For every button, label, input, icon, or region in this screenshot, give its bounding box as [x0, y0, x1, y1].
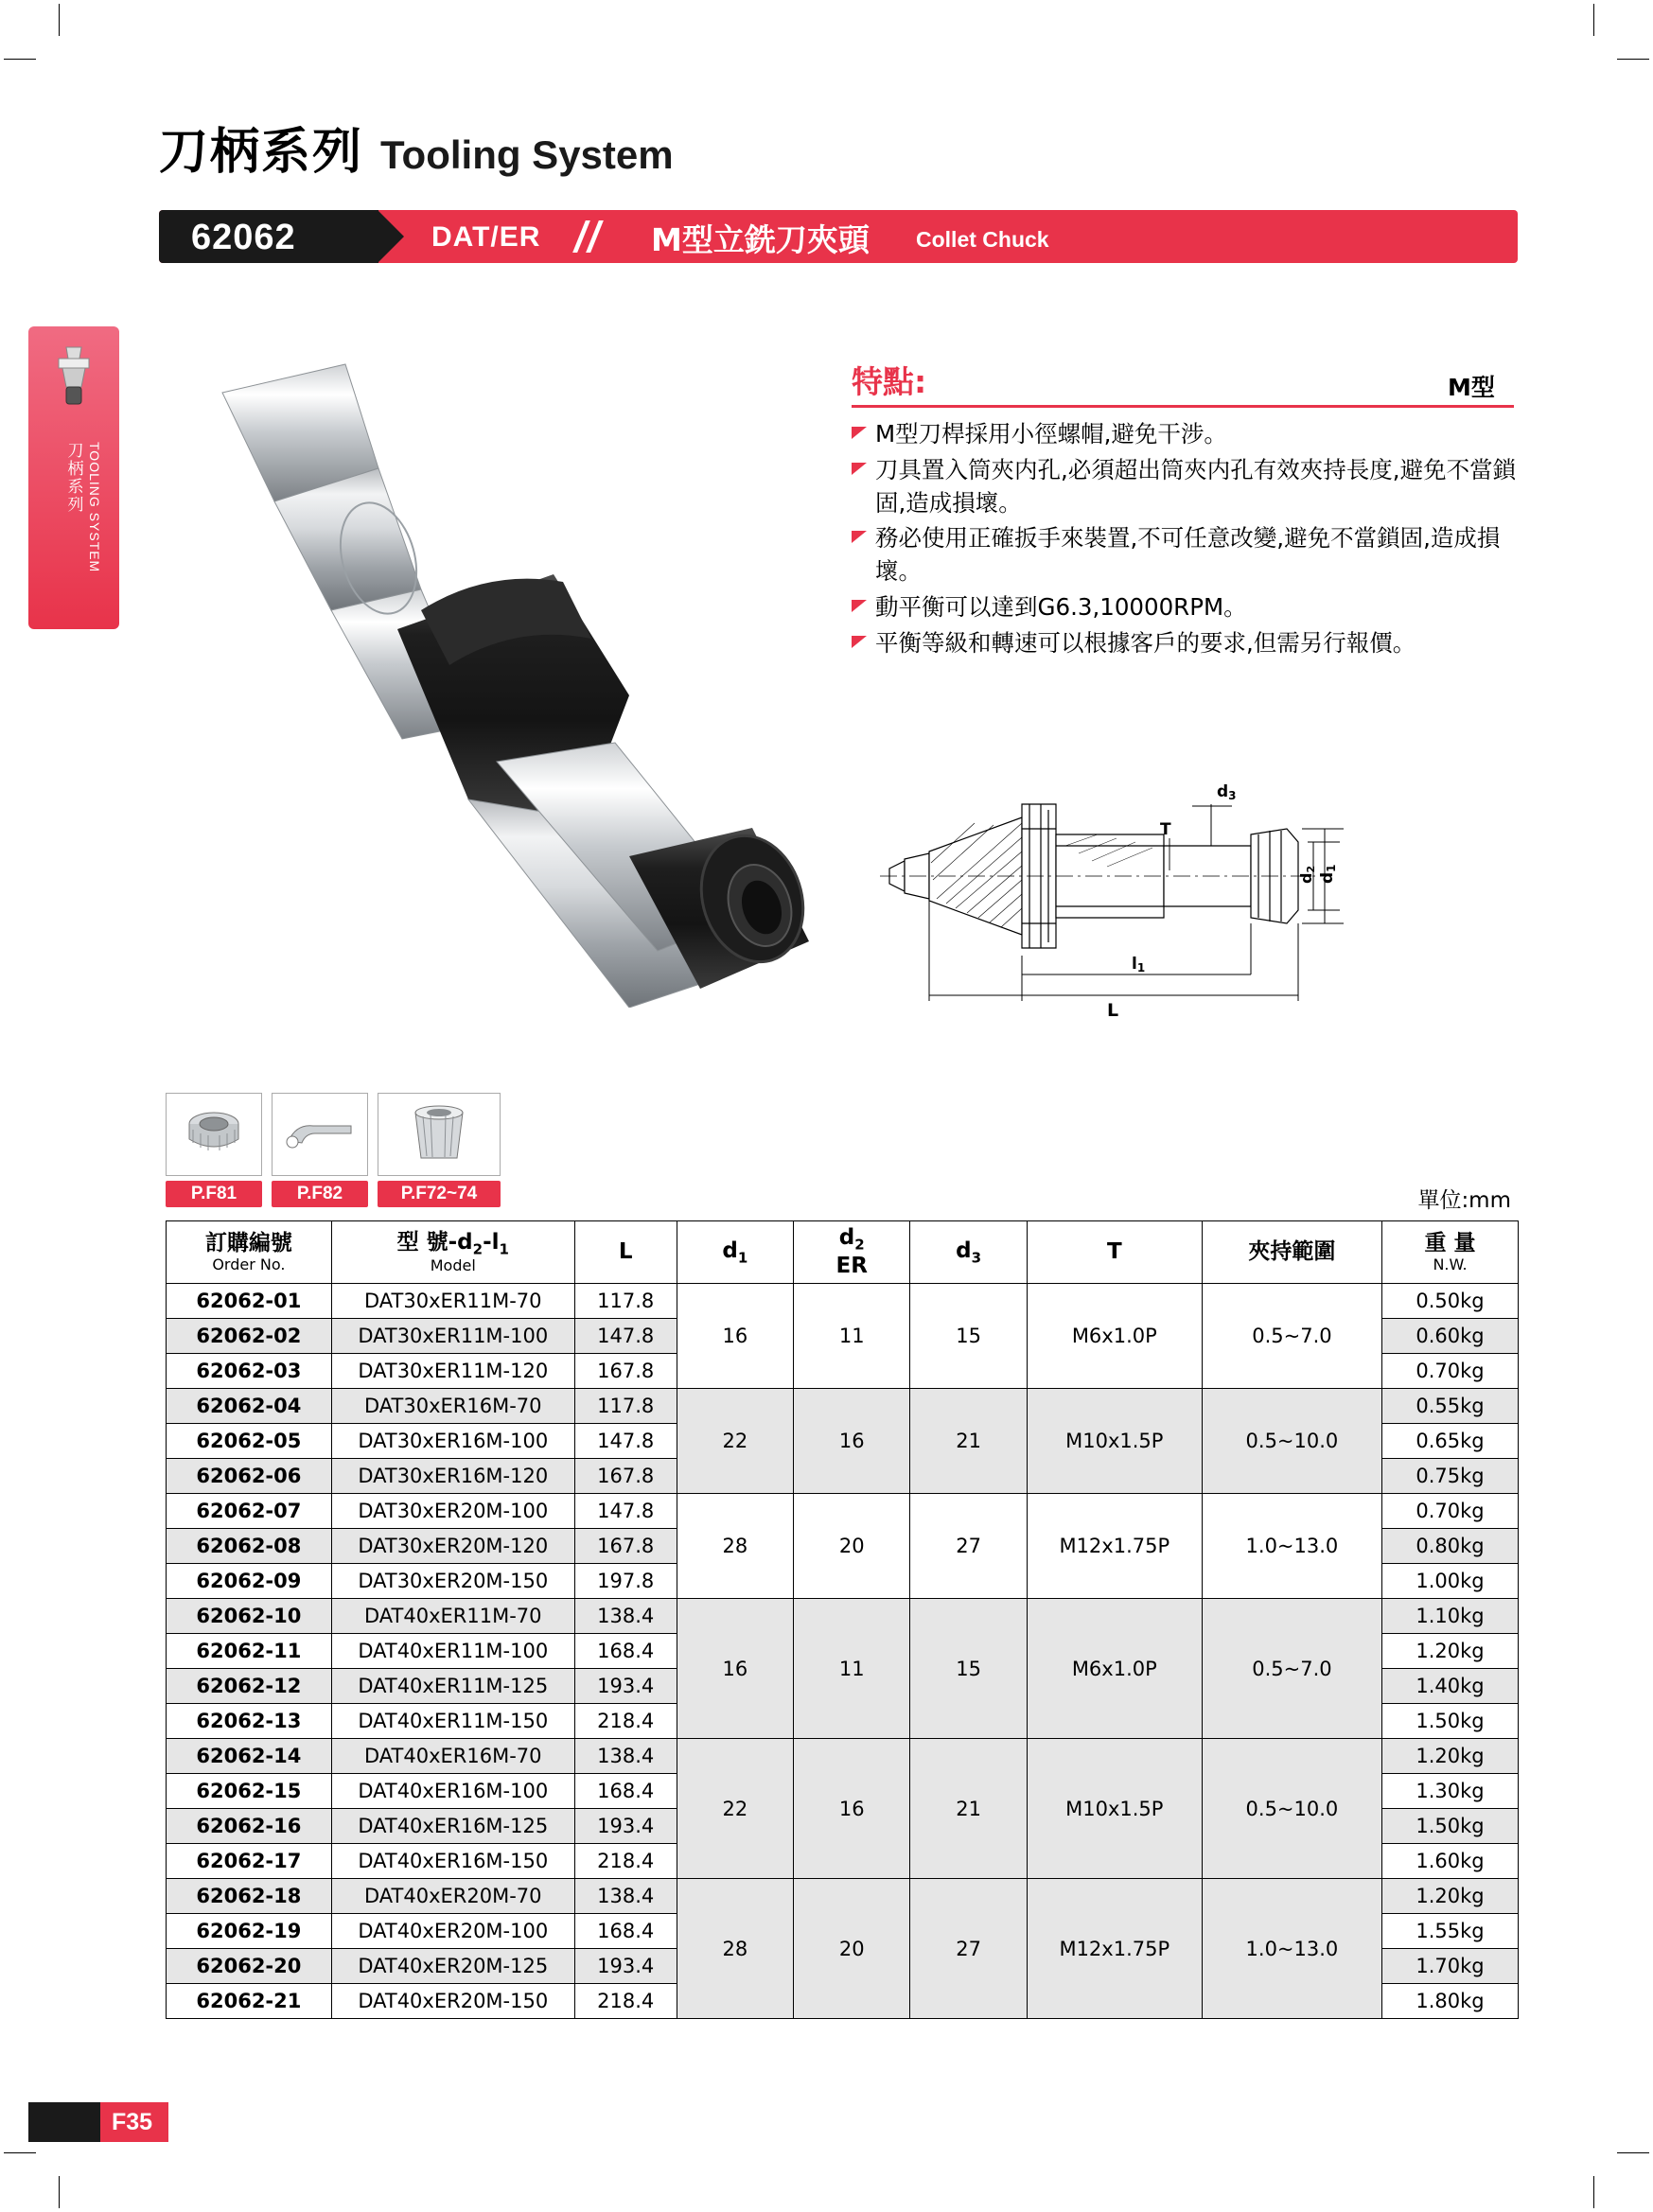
dim-label-L: L — [1107, 1000, 1119, 1021]
cell-order-no: 62062-03 — [167, 1354, 332, 1389]
cell-thread: M12x1.75P — [1027, 1879, 1202, 2019]
product-photo — [185, 326, 837, 1008]
cell-length: 167.8 — [574, 1459, 677, 1494]
feature-item — [852, 627, 1523, 660]
accessory-tag[interactable]: P.F81 — [166, 1181, 262, 1207]
cell-order-no: 62062-08 — [167, 1529, 332, 1564]
cell-clamp-range: 1.0~13.0 — [1202, 1494, 1381, 1599]
cell-d3: 15 — [910, 1284, 1027, 1389]
cell-weight: 1.10kg — [1382, 1599, 1519, 1634]
chevron-right-icon — [575, 216, 617, 257]
side-tab-label-en: TOOLING SYSTEM — [87, 442, 102, 573]
accessory-nut-box — [166, 1093, 262, 1176]
cell-weight: 0.70kg — [1382, 1494, 1519, 1529]
cell-thread: M12x1.75P — [1027, 1494, 1202, 1599]
cell-order-no: 62062-09 — [167, 1564, 332, 1599]
cell-clamp-range: 0.5~7.0 — [1202, 1284, 1381, 1389]
feature-text: 務必使用正確扳手來裝置,不可任意改變,避免不當鎖固,造成損壞。 — [875, 524, 1501, 586]
cell-d3: 21 — [910, 1739, 1027, 1879]
cell-d3: 27 — [910, 1879, 1027, 2019]
cell-thread: M10x1.5P — [1027, 1739, 1202, 1879]
technical-drawing — [880, 747, 1486, 1031]
cell-d3: 27 — [910, 1494, 1027, 1599]
cell-length: 138.4 — [574, 1599, 677, 1634]
product-name-cn: M型立銑刀夾頭 — [651, 221, 870, 258]
accessory-tag[interactable]: P.F82 — [272, 1181, 368, 1207]
cell-order-no: 62062-04 — [167, 1389, 332, 1424]
cell-length: 147.8 — [574, 1494, 677, 1529]
cell-order-no: 62062-13 — [167, 1704, 332, 1739]
cell-weight: 1.50kg — [1382, 1809, 1519, 1844]
cell-model: DAT30xER20M-120 — [331, 1529, 574, 1564]
crop-mark — [1593, 2176, 1594, 2208]
unit-note: 單位:mm — [1417, 1188, 1511, 1213]
product-code: 62062 — [191, 218, 296, 257]
cell-model: DAT40xER16M-125 — [331, 1809, 574, 1844]
cell-d3: 15 — [910, 1599, 1027, 1739]
cell-length: 193.4 — [574, 1669, 677, 1704]
cell-order-no: 62062-02 — [167, 1319, 332, 1354]
footer-black-block — [28, 2102, 100, 2142]
cell-order-no: 62062-01 — [167, 1284, 332, 1319]
cell-model: DAT40xER11M-70 — [331, 1599, 574, 1634]
col-model: 型 號$-d_2-l_1$ Model — [331, 1221, 574, 1284]
cell-clamp-range: 0.5~10.0 — [1202, 1739, 1381, 1879]
cell-length: 168.4 — [574, 1774, 677, 1809]
cell-d2: 16 — [794, 1389, 910, 1494]
col-L: L — [574, 1221, 677, 1284]
col-d1: $d_1$ — [677, 1221, 793, 1284]
table-row — [167, 1879, 1519, 1914]
side-tab — [28, 326, 119, 629]
cell-length: 193.4 — [574, 1809, 677, 1844]
dim-label-d2: d2 — [1297, 865, 1317, 884]
bullet-arrow-icon — [852, 600, 867, 612]
cell-length: 168.4 — [574, 1634, 677, 1669]
cell-order-no: 62062-16 — [167, 1809, 332, 1844]
cell-length: 147.8 — [574, 1319, 677, 1354]
feature-text: 刀具置入筒夾内孔,必須超出筒夾内孔有效夾持長度,避免不當鎖固,造成損壞。 — [875, 455, 1517, 517]
cell-model: DAT30xER11M-120 — [331, 1354, 574, 1389]
cell-weight: 1.55kg — [1382, 1914, 1519, 1949]
cell-order-no: 62062-18 — [167, 1879, 332, 1914]
cell-length: 117.8 — [574, 1284, 677, 1319]
tool-holder-icon — [45, 343, 102, 412]
cell-length: 167.8 — [574, 1354, 677, 1389]
col-clamp-range: 夾持範圍 — [1202, 1221, 1381, 1284]
cell-model: DAT40xER11M-100 — [331, 1634, 574, 1669]
cell-order-no: 62062-19 — [167, 1914, 332, 1949]
cell-weight: 0.75kg — [1382, 1459, 1519, 1494]
bullet-arrow-icon — [852, 531, 867, 543]
cell-model: DAT40xER11M-150 — [331, 1704, 574, 1739]
cell-weight: 1.30kg — [1382, 1774, 1519, 1809]
cell-thread: M10x1.5P — [1027, 1389, 1202, 1494]
cell-weight: 0.70kg — [1382, 1354, 1519, 1389]
accessory-tag[interactable]: P.F72~74 — [378, 1181, 501, 1207]
cell-weight: 0.80kg — [1382, 1529, 1519, 1564]
cell-d3: 21 — [910, 1389, 1027, 1494]
accessory-collet-box — [378, 1093, 501, 1176]
cell-d1: 16 — [677, 1599, 793, 1739]
page-title-en: Tooling System — [380, 132, 674, 177]
cell-length: 117.8 — [574, 1389, 677, 1424]
cell-d2: 16 — [794, 1739, 910, 1879]
page-footer — [28, 2102, 168, 2142]
cell-weight: 1.70kg — [1382, 1949, 1519, 1984]
cell-d2: 20 — [794, 1879, 910, 2019]
cell-weight: 1.60kg — [1382, 1844, 1519, 1879]
cell-length: 167.8 — [574, 1529, 677, 1564]
cell-d1: 16 — [677, 1284, 793, 1389]
cell-order-no: 62062-06 — [167, 1459, 332, 1494]
table-header-row — [167, 1221, 1519, 1284]
page-title — [159, 112, 674, 183]
cell-weight: 0.60kg — [1382, 1319, 1519, 1354]
crop-mark — [4, 59, 36, 60]
cell-length: 218.4 — [574, 1704, 677, 1739]
cell-length: 193.4 — [574, 1949, 677, 1984]
product-name-en: Collet Chuck — [916, 227, 1049, 252]
accessory-wrench-box — [272, 1093, 368, 1176]
cell-weight: 0.65kg — [1382, 1424, 1519, 1459]
feature-item — [852, 418, 1523, 451]
nut-icon — [180, 1105, 248, 1164]
cell-clamp-range: 0.5~7.0 — [1202, 1599, 1381, 1739]
cell-clamp-range: 1.0~13.0 — [1202, 1879, 1381, 2019]
page-title-cn: 刀柄系列 — [159, 124, 364, 181]
cell-model: DAT40xER16M-70 — [331, 1739, 574, 1774]
cell-length: 218.4 — [574, 1984, 677, 2019]
cell-order-no: 62062-10 — [167, 1599, 332, 1634]
feature-text: 動平衡可以達到G6.3,10000RPM。 — [875, 592, 1247, 621]
cell-thread: M6x1.0P — [1027, 1284, 1202, 1389]
col-d3: $d_3$ — [910, 1221, 1027, 1284]
cell-weight: 1.20kg — [1382, 1739, 1519, 1774]
table-row — [167, 1284, 1519, 1319]
cell-order-no: 62062-14 — [167, 1739, 332, 1774]
features-list — [852, 418, 1523, 662]
cell-order-no: 62062-11 — [167, 1634, 332, 1669]
crop-mark — [59, 4, 60, 36]
cell-d2: 11 — [794, 1284, 910, 1389]
table-row — [167, 1389, 1519, 1424]
cell-model: DAT30xER16M-70 — [331, 1389, 574, 1424]
cell-length: 168.4 — [574, 1914, 677, 1949]
cell-model: DAT40xER20M-150 — [331, 1984, 574, 2019]
cell-weight: 1.50kg — [1382, 1704, 1519, 1739]
accessory-tags — [166, 1181, 501, 1207]
cell-order-no: 62062-17 — [167, 1844, 332, 1879]
table-row — [167, 1599, 1519, 1634]
features-divider — [852, 405, 1514, 408]
cell-model: DAT40xER20M-125 — [331, 1949, 574, 1984]
cell-d1: 28 — [677, 1879, 793, 2019]
cell-length: 147.8 — [574, 1424, 677, 1459]
col-weight: 重 量 N.W. — [1382, 1221, 1519, 1284]
cell-model: DAT30xER11M-70 — [331, 1284, 574, 1319]
cell-model: DAT30xER11M-100 — [331, 1319, 574, 1354]
wrench-icon — [281, 1113, 359, 1156]
crop-mark — [1617, 59, 1649, 60]
product-series: DAT/ER — [431, 221, 541, 253]
cell-length: 138.4 — [574, 1739, 677, 1774]
side-tab-label-cn: 刀柄系列 — [63, 442, 83, 514]
cell-d1: 22 — [677, 1389, 793, 1494]
cell-weight: 1.20kg — [1382, 1879, 1519, 1914]
page-number: F35 — [112, 2109, 153, 2135]
collet-icon — [404, 1103, 474, 1166]
col-d2-er: $d_2$ ER — [794, 1221, 910, 1284]
feature-text: M型刀桿採用小徑螺帽,避免干涉。 — [875, 420, 1227, 448]
cell-weight: 1.40kg — [1382, 1669, 1519, 1704]
cell-d2: 20 — [794, 1494, 910, 1599]
cell-weight: 0.55kg — [1382, 1389, 1519, 1424]
cell-model: DAT30xER16M-120 — [331, 1459, 574, 1494]
crop-mark — [1617, 2152, 1649, 2153]
cell-weight: 1.20kg — [1382, 1634, 1519, 1669]
table-row — [167, 1494, 1519, 1529]
dim-label-d1: d1 — [1318, 864, 1338, 884]
cell-length: 218.4 — [574, 1844, 677, 1879]
cell-d1: 28 — [677, 1494, 793, 1599]
bullet-arrow-icon — [852, 636, 867, 648]
cell-model: DAT40xER20M-100 — [331, 1914, 574, 1949]
cell-model: DAT40xER16M-100 — [331, 1774, 574, 1809]
cell-order-no: 62062-15 — [167, 1774, 332, 1809]
crop-mark — [4, 2152, 36, 2153]
cell-model: DAT30xER20M-100 — [331, 1494, 574, 1529]
cell-length: 197.8 — [574, 1564, 677, 1599]
cell-d2: 11 — [794, 1599, 910, 1739]
cell-model: DAT40xER20M-70 — [331, 1879, 574, 1914]
cell-order-no: 62062-12 — [167, 1669, 332, 1704]
cell-order-no: 62062-21 — [167, 1984, 332, 2019]
table-row — [167, 1739, 1519, 1774]
cell-model: DAT30xER16M-100 — [331, 1424, 574, 1459]
cell-order-no: 62062-05 — [167, 1424, 332, 1459]
cell-thread: M6x1.0P — [1027, 1599, 1202, 1739]
dim-label-T: T — [1160, 820, 1171, 839]
cell-weight: 1.00kg — [1382, 1564, 1519, 1599]
feature-text: 平衡等級和轉速可以根據客戶的要求,但需另行報價。 — [875, 628, 1416, 657]
spec-table — [166, 1220, 1519, 2019]
cell-weight: 1.80kg — [1382, 1984, 1519, 2019]
feature-item — [852, 522, 1523, 588]
cell-length: 138.4 — [574, 1879, 677, 1914]
dim-label-d3: d3 — [1217, 782, 1237, 802]
feature-item — [852, 591, 1523, 624]
product-banner — [159, 210, 1518, 263]
cell-clamp-range: 0.5~10.0 — [1202, 1389, 1381, 1494]
col-order-no: 訂購編號 Order No. — [167, 1221, 332, 1284]
cell-model: DAT40xER11M-125 — [331, 1669, 574, 1704]
cell-order-no: 62062-07 — [167, 1494, 332, 1529]
cell-model: DAT30xER20M-150 — [331, 1564, 574, 1599]
bullet-arrow-icon — [852, 427, 867, 439]
crop-mark — [1593, 4, 1594, 36]
crop-mark — [59, 2176, 60, 2208]
col-T: T — [1027, 1221, 1202, 1284]
cell-order-no: 62062-20 — [167, 1949, 332, 1984]
cell-d1: 22 — [677, 1739, 793, 1879]
features-title: 特點: — [852, 363, 927, 400]
feature-item — [852, 454, 1523, 520]
bullet-arrow-icon — [852, 463, 867, 475]
features-type-label: M型 — [1448, 374, 1495, 401]
dim-label-l1: l1 — [1132, 955, 1146, 974]
cell-model: DAT40xER16M-150 — [331, 1844, 574, 1879]
table-body — [167, 1284, 1519, 2019]
cell-weight: 0.50kg — [1382, 1284, 1519, 1319]
accessory-icons — [166, 1093, 501, 1176]
